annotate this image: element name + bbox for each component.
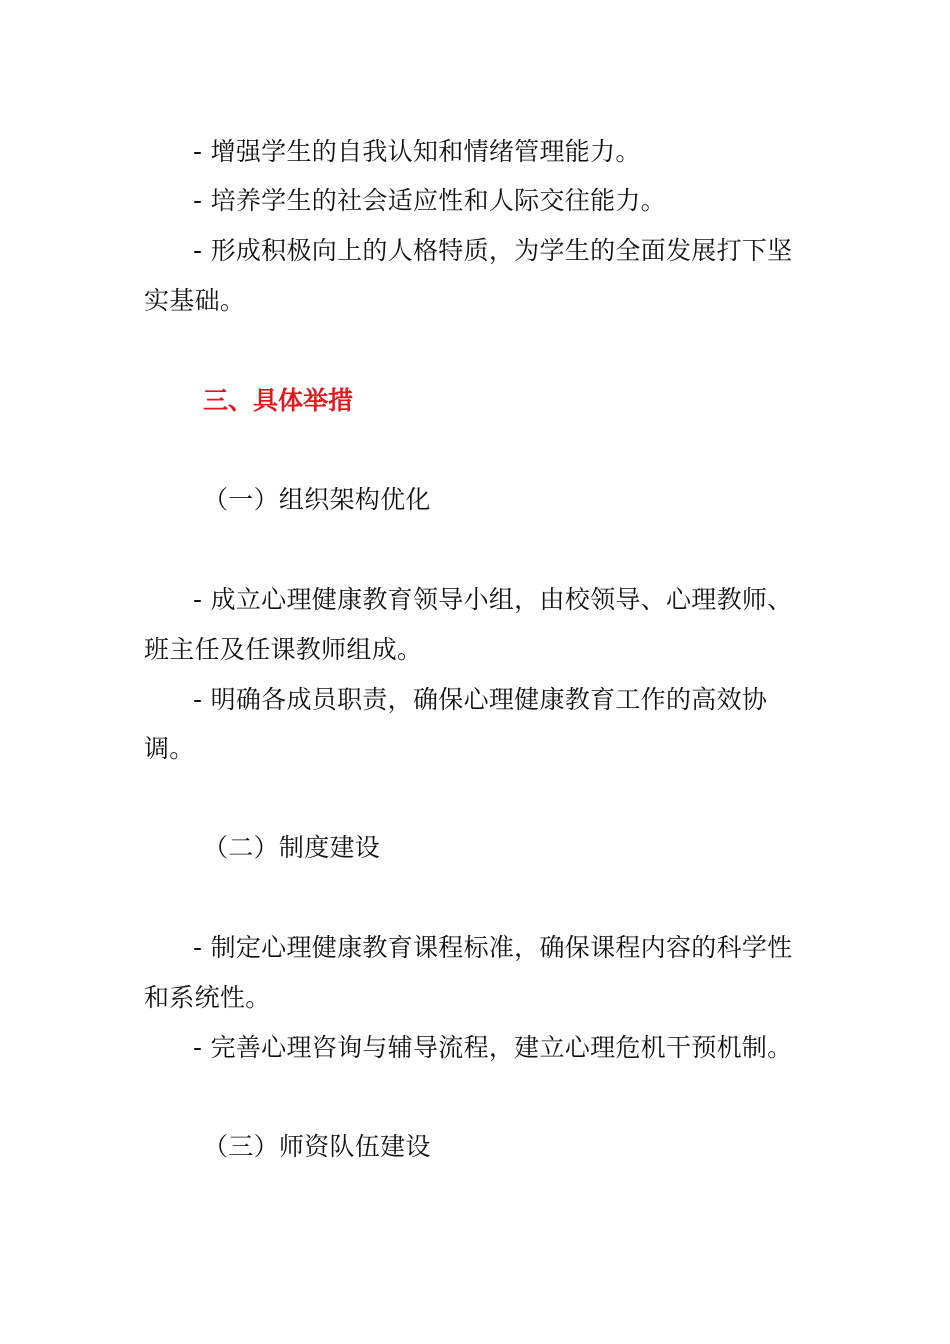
- bullet-line: - 增强学生的自我认知和情绪管理能力。: [193, 137, 641, 166]
- subsection-title: （一）组织架构优化: [203, 485, 431, 514]
- bullet-line: - 成立心理健康教育领导小组，由校领导、心理教师、: [193, 585, 793, 614]
- bullet-line: - 制定心理健康教育课程标准，确保课程内容的科学性: [193, 933, 793, 962]
- bullet-line: - 培养学生的社会适应性和人际交往能力。: [193, 186, 666, 215]
- bullet-line: - 形成积极向上的人格特质，为学生的全面发展打下坚: [193, 236, 793, 265]
- subsection-title: （三）师资队伍建设: [203, 1132, 431, 1161]
- section-heading: 三、具体举措: [203, 386, 354, 415]
- continuation-line: 和系统性。: [144, 983, 271, 1012]
- continuation-line: 实基础。: [144, 286, 246, 315]
- continuation-line: 调。: [144, 734, 195, 763]
- bullet-line: - 明确各成员职责，确保心理健康教育工作的高效协: [193, 685, 768, 714]
- continuation-line: 班主任及任课教师组成。: [144, 635, 423, 664]
- bullet-line: - 完善心理咨询与辅导流程，建立心理危机干预机制。: [193, 1033, 793, 1062]
- subsection-title: （二）制度建设: [203, 833, 381, 862]
